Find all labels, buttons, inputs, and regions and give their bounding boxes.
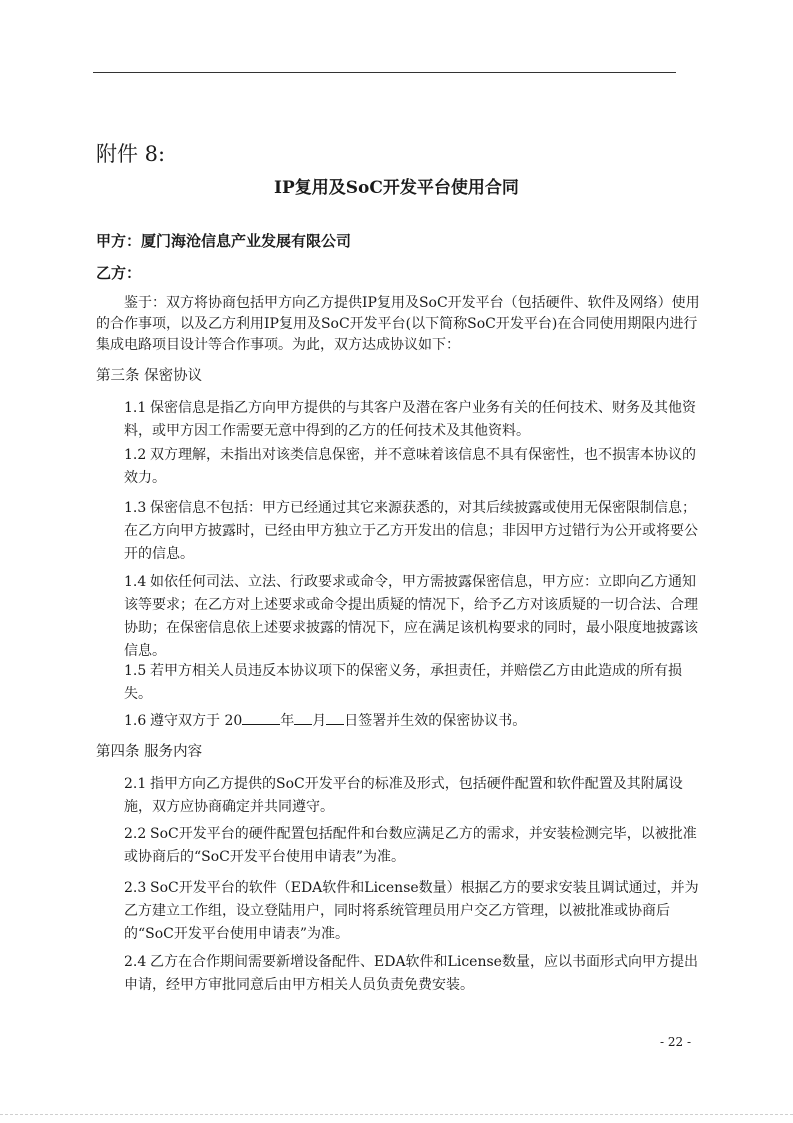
header-rule [93,72,676,73]
clause-text: 乙方在合作期间需要新增设备配件、EDA软件和License数量，应以书面形式向甲方提出申请，经甲方审批同意后由甲方相关人员负责免费安装。 [124,954,698,993]
clause-number: 1.1 [124,400,147,416]
clause-text: 如依任何司法、立法、行政要求或命令，甲方需披露保密信息，甲方应：立即向乙方通知该等要求；在乙方对上述要求或命令提出质疑的情况下，给予乙方对该质疑的一切合法、合理协助；在保密信息依上述要求披露的情况下，应在满足该机构要求的同时，最小限度地披露该信息。 [124,574,698,659]
clause-number: 2.1 [124,776,147,792]
clause-2-3 [124,877,702,946]
clause-text: 若甲方相关人员违反本协议项下的保密义务，承担责任，并赔偿乙方由此造成的所有损失。 [124,663,682,702]
clause-1-3 [124,497,702,566]
clause-1-6 [124,710,702,733]
clause-text-month: 月 [312,713,327,729]
day-blank [326,710,344,725]
clause-text: SoC开发平台的硬件配置包括配件和台数应满足乙方的需求，并安装检测完毕，以被批准或协商后的“SoC开发平台使用申请表”为准。 [124,826,697,865]
clause-text: SoC开发平台的软件（EDA软件和License数量）根据乙方的要求安装且调试通过，并为乙方建立工作组，设立登陆用户，同时将系统管理员用户交乙方管理，以被批准或协商后的“SoC开发平台使用申请表”为准。 [124,880,699,942]
clause-1-2 [124,444,702,490]
month-blank [294,710,312,725]
preamble-text: 鉴于：双方将协商包括甲方向乙方提供IP复用及SoC开发平台（包括硬件、软件及网络）使用的合作事项，以及乙方利用IP复用及SoC开发平台(以下简称SoC开发平台)在合同使用期限内进行集成电路项目设计等合作事项。为此，双方达成协议如下： [96,295,700,353]
clause-text: 保密信息不包括：甲方已经通过其它来源获悉的，对其后续披露或使用无保密限制信息；在乙方向甲方披露时，已经由甲方独立于乙方开发出的信息；非因甲方过错行为公开或将要公开的信息。 [124,500,698,562]
clause-number: 2.4 [124,954,147,970]
clause-text: 双方理解，未指出对该类信息保密，并不意味着该信息不具有保密性，也不损害本协议的效力。 [124,447,696,486]
clause-number: 2.2 [124,826,147,842]
clause-text-part4: 日签署并生效的保密协议书。 [344,713,527,729]
page-number: - 22 - [660,1035,692,1049]
clause-1-5 [124,660,702,706]
clause-1-1 [124,397,702,443]
clause-number: 2.3 [124,880,147,896]
section-3-heading: 第三条 保密协议 [96,368,203,384]
clause-number: 1.5 [124,663,147,679]
clause-number: 1.2 [124,447,147,463]
year-blank [242,710,280,725]
clause-number: 1.3 [124,500,147,516]
document-title: IP复用及SoC开发平台使用合同 [274,178,519,198]
clause-text: 指甲方向乙方提供的SoC开发平台的标准及形式，包括硬件配置和软件配置及其附属设施，双方应协商确定并共同遵守。 [124,776,683,815]
party-b: 乙方： [96,264,142,282]
clause-number: 1.4 [124,574,147,590]
clause-1-4 [124,571,702,663]
clause-number: 1.6 [124,713,147,729]
clause-2-4 [124,951,702,997]
preamble [96,293,701,356]
footer-rule [0,1114,793,1115]
clause-text-year: 年 [280,713,295,729]
clause-2-1 [124,773,702,819]
attachment-label: 附件 8: [96,142,166,166]
party-a: 甲方：厦门海沧信息产业发展有限公司 [96,232,352,250]
clause-text-part1: 遵守双方于 20 [150,713,243,729]
section-4-heading: 第四条 服务内容 [96,744,203,760]
clause-2-2 [124,823,702,869]
clause-text: 保密信息是指乙方向甲方提供的与其客户及潜在客户业务有关的任何技术、财务及其他资料，或甲方因工作需要无意中得到的乙方的任何技术及其他资料。 [124,400,696,439]
